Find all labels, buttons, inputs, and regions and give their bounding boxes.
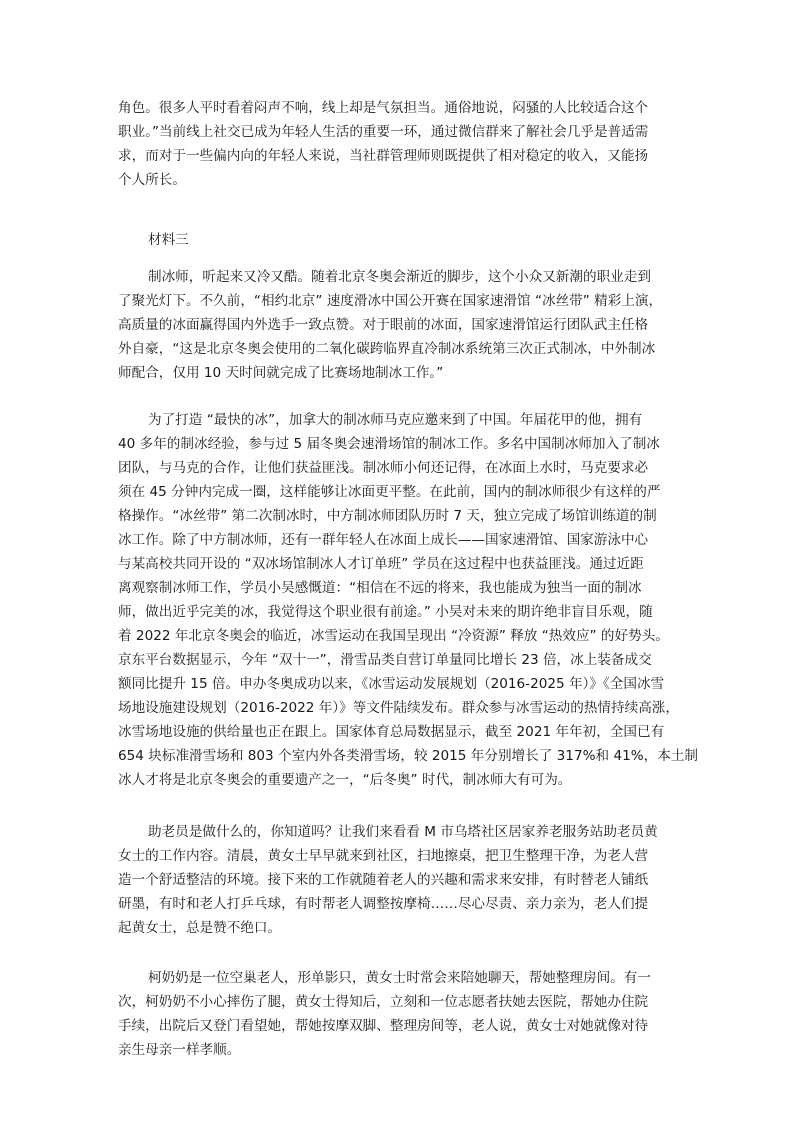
paragraph-line: 师，做出近乎完美的冰，我觉得这个职业很有前途。” 小吴对未来的期许绝非盲目乐观，随 xyxy=(118,604,653,620)
paragraph-line: 冰工作。除了中方制冰师，还有一群年轻人在冰面上成长——国家速滑馆、国家游泳中心 xyxy=(118,532,649,548)
paragraph-line: 外自豪，“这是北京冬奥会使用的二氧化碳跨临界直冷制冰系统第三次正式制冰，中外制冰 xyxy=(118,341,656,357)
paragraph-line: 与某高校共同开设的 “双冰场馆制冰人才订单班” 学员在这过程中也获益匪浅。通过近距 xyxy=(118,556,644,572)
paragraph-line: 女士的工作内容。清晨，黄女士早早就来到社区，扫地擦桌，把卫生整理干净，为老人营 xyxy=(118,848,649,864)
paragraph-line: 求，而对于一些偏内向的年轻人来说，当社群管理师则既提供了相对稳定的收入，又能扬 xyxy=(118,148,649,164)
paragraph-line: 离观察制冰师工作，学员小吴感慨道：“相信在不远的将来，我也能成为独当一面的制冰 xyxy=(118,580,642,596)
section-heading: 材料三 xyxy=(148,232,189,248)
paragraph-line: 职业。”当前线上社交已成为年轻人生活的重要一环，通过微信群来了解社会几乎是普适需 xyxy=(118,124,649,140)
paragraph-line: 团队，与马克的合作，让他们获益匪浅。制冰师小何还记得，在冰面上水时，马克要求必 xyxy=(118,460,649,476)
paragraph-line: 亲生母亲一样孝顺。 xyxy=(118,1042,241,1058)
paragraph-line: 次，柯奶奶不小心摔伤了腿，黄女士得知后，立刻和一位志愿者扶她去医院，帮她办住院 xyxy=(118,994,649,1010)
paragraph-line: 制冰师，听起来又冷又酷。随着北京冬奥会渐近的脚步，这个小众又新潮的职业走到 xyxy=(148,269,651,285)
paragraph-line: 格操作。“冰丝带” 第二次制冰时，中方制冰师团队历时 7 天，独立完成了场馆训练道的制 xyxy=(118,508,657,524)
paragraph-line: 师配合，仅用 10 天时间就完成了比赛场地制冰工作。” xyxy=(118,365,444,381)
paragraph-line: 研墨，有时和老人打乒乓球，有时帮老人调整按摩椅……尽心尽责、亲力亲为，老人们提 xyxy=(118,896,649,912)
paragraph-line: 助老员是做什么的，你知道吗？让我们来看看 M 市乌塔社区居家养老服务站助老员黄 xyxy=(148,824,658,840)
paragraph-line: 654 块标准滑雪场和 803 个室内外各类滑雪场，较 2015 年分别增长了 317%和 41%，本土制 xyxy=(118,748,699,764)
paragraph-line: 了聚光灯下。不久前，“相约北京” 速度滑冰中国公开赛在国家速滑馆 “冰丝带” 精彩上演， xyxy=(118,293,663,309)
paragraph-line: 高质量的冰面赢得国内外选手一致点赞。对于眼前的冰面，国家速滑馆运行团队武主任格 xyxy=(118,317,649,333)
paragraph-line: 造一个舒适整洁的环境。接下来的工作就随着老人的兴趣和需求来安排，有时替老人铺纸 xyxy=(118,872,649,888)
paragraph-line: 为了打造 “最快的冰”，加拿大的制冰师马克应邀来到了中国。年届花甲的他，拥有 xyxy=(148,412,643,428)
paragraph-line: 角色。很多人平时看着闷声不响，线上却是气氛担当。通俗地说，闷骚的人比较适合这个 xyxy=(118,100,649,116)
paragraph-line: 手续，出院后又登门看望她，帮她按摩双脚、整理房间等，老人说，黄女士对她就像对待 xyxy=(118,1018,649,1034)
paragraph-line: 场地设施建设规划（2016-2022 年）》等文件陆续发布。群众参与冰雪运动的热情持续高涨， xyxy=(118,700,679,716)
paragraph-line: 京东平台数据显示，今年 “双十一”，滑雪品类自营订单量同比增长 23 倍，冰上装备成交 xyxy=(118,652,652,668)
paragraph-line: 起黄女士，总是赞不绝口。 xyxy=(118,920,282,936)
paragraph-line: 个人所长。 xyxy=(118,172,186,188)
paragraph-line: 着 2022 年北京冬奥会的临近，冰雪运动在我国呈现出 “冷资源” 释放 “热效应” 的好势头。 xyxy=(118,628,669,644)
paragraph-line: 40 多年的制冰经验，参与过 5 届冬奥会速滑场馆的制冰工作。多名中国制冰师加入了制冰 xyxy=(118,436,660,452)
paragraph-line: 冰雪场地设施的供给量也正在跟上。国家体育总局数据显示，截至 2021 年年初，全国已有 xyxy=(118,724,665,740)
paragraph-line: 额同比提升 15 倍。申办冬奥成功以来，《冰雪运动发展规划（2016-2025 年）》《全国冰雪 xyxy=(118,676,665,692)
paragraph-line: 柯奶奶是一位空巢老人，形单影只，黄女士时常会来陪她聊天，帮她整理房间。有一 xyxy=(148,970,651,986)
paragraph-line: 冰人才将是北京冬奥会的重要遗产之一，“后冬奥” 时代，制冰师大有可为。 xyxy=(118,772,572,788)
paragraph-line: 须在 45 分钟内完成一圈，这样能够让冰面更平整。在此前，国内的制冰师很少有这样的严 xyxy=(118,484,661,500)
